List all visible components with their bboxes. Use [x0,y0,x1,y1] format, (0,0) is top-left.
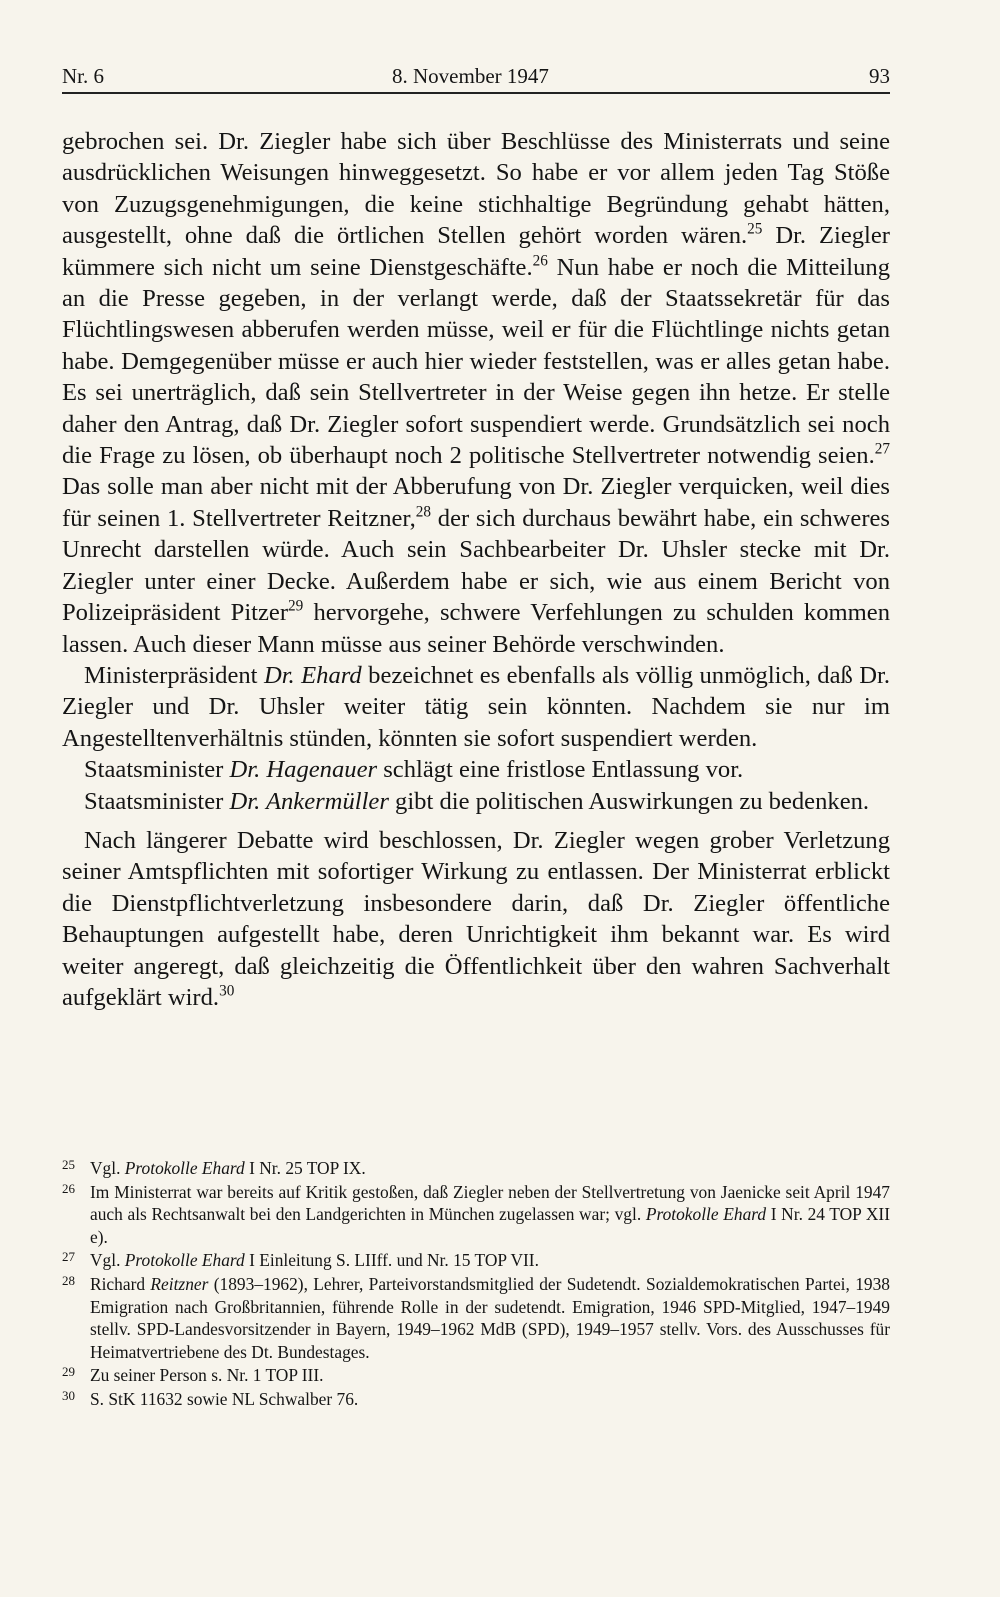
paragraph [62,754,890,785]
footnote-reference: 29 [288,597,304,615]
document-number: Nr. 6 [62,64,104,88]
italic-name: Dr. Ehard [263,661,362,689]
footnotes [62,1157,890,1412]
text-run: gibt die politischen Auswirkungen zu bedenken. [388,787,870,815]
footnote-number: 28 [62,1272,75,1288]
text-run: hervorgehe, schwere Verfehlungen zu schulden kommen lassen. Auch dieser Mann müsse aus seiner Behörde verschwinden. [62,599,891,658]
text-run: Dr. Ziegler kümmere sich nicht um seine Dienstgeschäfte. [62,222,890,281]
text-run: schlägt eine fristlose Entlassung vor. [377,756,744,784]
footnote [62,1364,890,1387]
text-run: Staatsminister [84,756,230,784]
page-number: 93 [869,64,890,88]
footnote [62,1388,890,1411]
text-run: Nach längerer Debatte wird beschlossen, Dr. Ziegler wegen grober Verletzung seiner Amtspflichten mit sofortiger Wirkung zu entlassen. Der Ministerrat erblickt die Dienstpflichtverletzung insbesondere darin, daß Dr. Ziegler öffentliche Behauptungen aufgestellt habe, deren Unrichtigkeit ihm bekannt war. Es wird weiter angeregt, daß gleichzeitig die Öffentlichkeit über den wahren Sachverhalt aufgeklärt wird. [62,826,890,1011]
italic-name: Reitzner [150,1273,209,1294]
text-run: I Nr. 25 TOP IX. [244,1158,366,1178]
text-run: Ministerpräsident [84,661,264,689]
meeting-date: 8. November 1947 [392,64,549,88]
footnote [62,1249,890,1272]
text-run: I Nr. 24 TOP XII e). [90,1204,890,1247]
footnote [62,1273,890,1363]
text-run: Das solle man aber nicht mit der Abberufung von Dr. Ziegler verquicken, weil dies für seinen 1. Stellvertreter Reitzner, [62,473,890,532]
text-run: Zu seiner Person s. Nr. 1 TOP III. [90,1365,324,1386]
paragraph [62,825,890,1013]
footnote-reference: 30 [219,982,235,1000]
italic-name: Dr. Hagenauer [229,756,378,784]
footnote-number: 26 [62,1180,75,1196]
running-header [62,58,890,94]
text-run: (1893–1962), Lehrer, Parteivorstandsmitglied der Sudetendt. Sozialdemokratischen Partei, 1938 Emigration nach Großbritannien, führende Rolle in der sudetendt. Emigration, 1946 SPD-Mitglied, 1947–1949 stellv. SPD-Landesvorsitzender in Bayern, 1949–1962 MdB (SPD), 1949–1957 stellv. Vors. des Ausschusses für Heimatvertriebene des Dt. Bundestages. [90,1273,891,1362]
paragraph [62,126,890,660]
footnote-number: 29 [62,1364,75,1380]
footnote-reference: 25 [747,220,763,238]
paragraph [62,660,890,754]
footnote-number: 25 [62,1157,75,1172]
italic-name: Dr. Ankermüller [229,787,389,815]
footnote [62,1157,890,1180]
text-run: Staatsminister [84,787,230,815]
italic-name: Protokolle Ehard [645,1204,767,1225]
italic-name: Protokolle Ehard [124,1158,245,1178]
text-run: Nun habe er noch die Mitteilung an die Presse gegeben, in der verlangt werde, daß der Staatssekretär für das Flüchtlingswesen abberufen werden müsse, weil er für die Flüchtlinge nichts getan habe. Demgegenüber müsse er auch hier wieder feststellen, was er alles getan habe. Es sei unerträglich, daß sein Stellvertreter in der Weise gegen ihn hetze. Er stelle daher den Antrag, daß Dr. Ziegler sofort suspendiert werde. Grundsätzlich sei noch die Frage zu lösen, ob überhaupt noch 2 politische Stellvertreter notwendig seien. [62,253,890,470]
text-run: Im Ministerrat war bereits auf Kritik gestoßen, daß Ziegler neben der Stellvertretung von Jaenicke seit April 1947 auch als Rechtsanwalt bei den Landgerichten in München zugelassen war; vgl. [90,1181,890,1225]
text-run: Vgl. [90,1158,125,1178]
text-run: S. StK 11632 sowie NL Schwalber 76. [90,1388,359,1409]
text-run: I Einleitung S. LIIff. und Nr. 15 TOP VII. [244,1250,539,1271]
footnote-number: 30 [62,1387,75,1403]
footnote-reference: 26 [532,252,548,270]
paragraph [62,786,890,817]
italic-name: Protokolle Ehard [124,1250,245,1271]
footnote [62,1181,890,1249]
text-run: gebrochen sei. Dr. Ziegler habe sich über Beschlüsse des Ministerrats und seine ausdrücklichen Weisungen hinweggesetzt. So habe er vor allem jeden Tag Stöße von Zuzugsgenehmigungen, die keine stichhaltige Begründung gehabt hätten, ausgestellt, ohne daß die örtlichen Stellen gehört worden wären. [62,128,890,250]
body-text [62,126,890,1013]
text-run: der sich durchaus bewährt habe, ein schweres Unrecht darstellen würde. Auch sein Sachbearbeiter Dr. Uhsler stecke mit Dr. Ziegler unter einer Decke. Außerdem habe er sich, wie aus einem Bericht von Polizeipräsident Pitzer [62,504,891,627]
footnote-reference: 27 [874,440,890,458]
text-run: Richard [90,1273,151,1294]
text-run: bezeichnet es ebenfalls als völlig unmöglich, daß Dr. Ziegler und Dr. Uhsler weiter tätig sein könnten. Nachdem sie nur im Angestelltenverhältnis stünden, könnten sie sofort suspendiert werden. [62,661,890,752]
footnote-reference: 28 [415,503,432,521]
footnote-number: 27 [62,1249,75,1265]
text-run: Vgl. [90,1250,125,1271]
